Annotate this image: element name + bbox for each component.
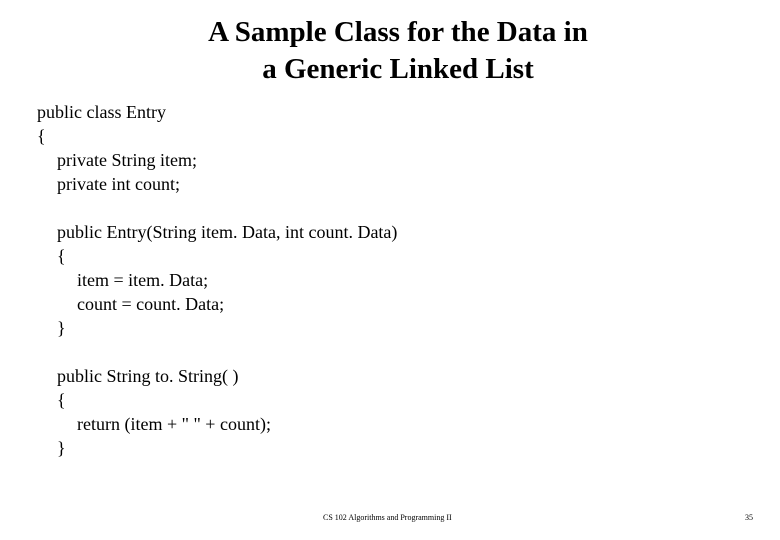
code-block — [37, 100, 757, 460]
code-blank-line — [37, 340, 757, 364]
code-line: } — [57, 438, 66, 458]
code-line: } — [57, 318, 66, 338]
code-line: public Entry(String item. Data, int count. Data) — [57, 222, 398, 242]
code-line: count = count. Data; — [77, 294, 225, 314]
page-number: 35 — [745, 513, 753, 522]
slide-title — [0, 14, 780, 88]
code-line: public String to. String( ) — [57, 366, 239, 386]
slide-title-line-2: a Generic Linked List — [262, 53, 534, 85]
code-line: { — [37, 126, 46, 146]
code-line: item = item. Data; — [77, 270, 209, 290]
slide-footer: CS 102 Algorithms and Programming II — [323, 513, 452, 522]
code-blank-line — [37, 196, 757, 220]
code-line: { — [57, 390, 66, 410]
slide-title-line-1: A Sample Class for the Data in — [208, 16, 588, 48]
code-line: private String item; — [57, 150, 197, 170]
code-line: public class Entry — [37, 102, 166, 122]
code-line: return (item + " " + count); — [77, 414, 271, 434]
code-line: { — [57, 246, 66, 266]
code-line: private int count; — [57, 174, 180, 194]
